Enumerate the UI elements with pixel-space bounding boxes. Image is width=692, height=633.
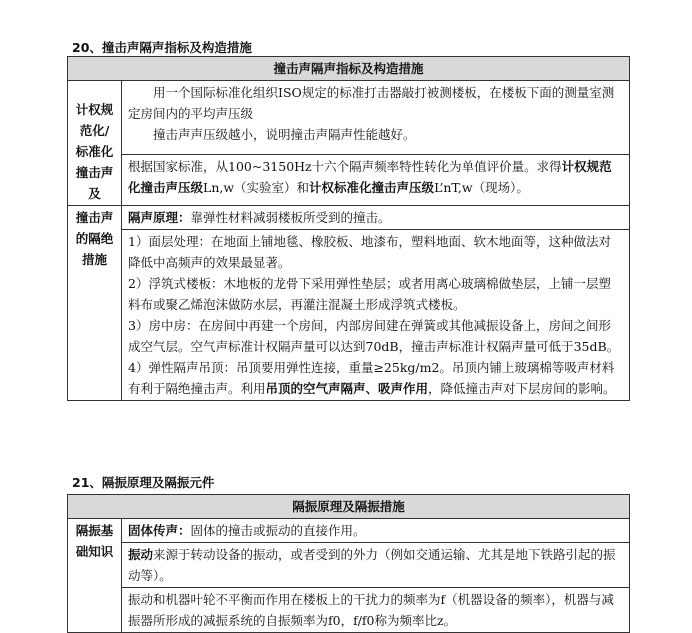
impact-index-description xyxy=(122,81,630,155)
frequency-ratio xyxy=(122,588,630,633)
bold-term: 固体传声： xyxy=(128,523,191,538)
bold-term: 隔声原理： xyxy=(128,210,191,225)
section-21-title: 21、隔振原理及隔振元件 xyxy=(72,475,215,490)
text: 来源于转动设备的振动，或者受到的外力（例如交通运输、尤其是地下铁路引起的振动等）。 xyxy=(128,547,616,583)
table-header: 隔振原理及隔振措施 xyxy=(68,495,630,519)
solid-borne-sound xyxy=(122,519,630,543)
text: 靠弹性材料减弱楼板所受到的撞击。 xyxy=(190,210,391,225)
section-20-title: 20、撞击声隔声指标及构造措施 xyxy=(72,40,252,55)
vibration-source xyxy=(122,543,630,588)
bold-term: 吊顶的空气声隔声、吸声作用 xyxy=(265,381,429,396)
isolation-measure-list xyxy=(122,230,630,401)
bold-term: 振动 xyxy=(128,547,154,562)
row-label-basics: 隔振基础知识 xyxy=(68,519,122,633)
table-header: 撞击声隔声指标及构造措施 xyxy=(68,57,630,81)
vibration-isolation-table xyxy=(67,494,630,633)
text: Ln,w（实验室）和 xyxy=(203,180,310,196)
row-label-impact-index: 计权规范化/标准化撞击声及 xyxy=(68,81,122,206)
bold-term: 计权标准化撞击声压级 xyxy=(309,180,435,196)
text: 根据国家标准，从100~3150Hz十六个隔声频率特性转化为单值评价量。求得 xyxy=(128,159,562,175)
bold-term: 计权规范化撞击声压级 xyxy=(128,159,612,196)
text: L’nT,w（现场）。 xyxy=(434,180,529,196)
text: 固体的撞击或振动的直接作用。 xyxy=(190,523,366,538)
row-label-isolation-measures: 撞击声的隔绝措施 xyxy=(68,206,122,401)
isolation-principle xyxy=(122,206,630,230)
impact-sound-table xyxy=(67,56,630,401)
list-item: 2）浮筑式楼板：木地板的龙骨下采用弹性垫层；或者用离心玻璃棉做垫层，上铺一层塑料布或聚乙烯泡沫做防水层，再灌注混凝土形成浮筑式楼板。 xyxy=(128,276,611,312)
paragraph: 撞击声声压级越小，说明撞击声隔声性能越好。 xyxy=(153,127,416,142)
text: 振动和机器叶轮不平衡而作用在楼板上的干扰力的频率为f（机器设备的频率），机器与减振器所形成的减振系统的自振频率为f0，f/f0称为频率比z。 xyxy=(128,592,614,628)
list-item xyxy=(128,357,623,399)
text: 4）弹性隔声吊顶：吊顶要用弹性连接，重量≥25kg/m2。吊顶内铺上玻璃棉等吸声材料有利于隔绝撞击声。利用 xyxy=(128,360,615,396)
list-item: 3）房中房：在房间中再建一个房间，内部房间建在弹簧或其他减振设备上，房间之间形成空气层。空气声标准计权隔声量可以达到70dB，撞击声标准计权隔声量可低于35dB。 xyxy=(128,318,620,354)
paragraph: 用一个国际标准化组织ISO规定的标准打击器敲打被测楼板，在楼板下面的测量室测定房间内的平均声压级 xyxy=(128,85,615,121)
text: ，降低撞击声对下层房间的影响。 xyxy=(428,381,616,396)
list-item: 1）面层处理：在地面上铺地毯、橡胶板、地漆布，塑料地面、软木地面等，这种做法对降低中高频声的效果最显著。 xyxy=(128,234,611,270)
impact-index-standard xyxy=(122,155,630,206)
